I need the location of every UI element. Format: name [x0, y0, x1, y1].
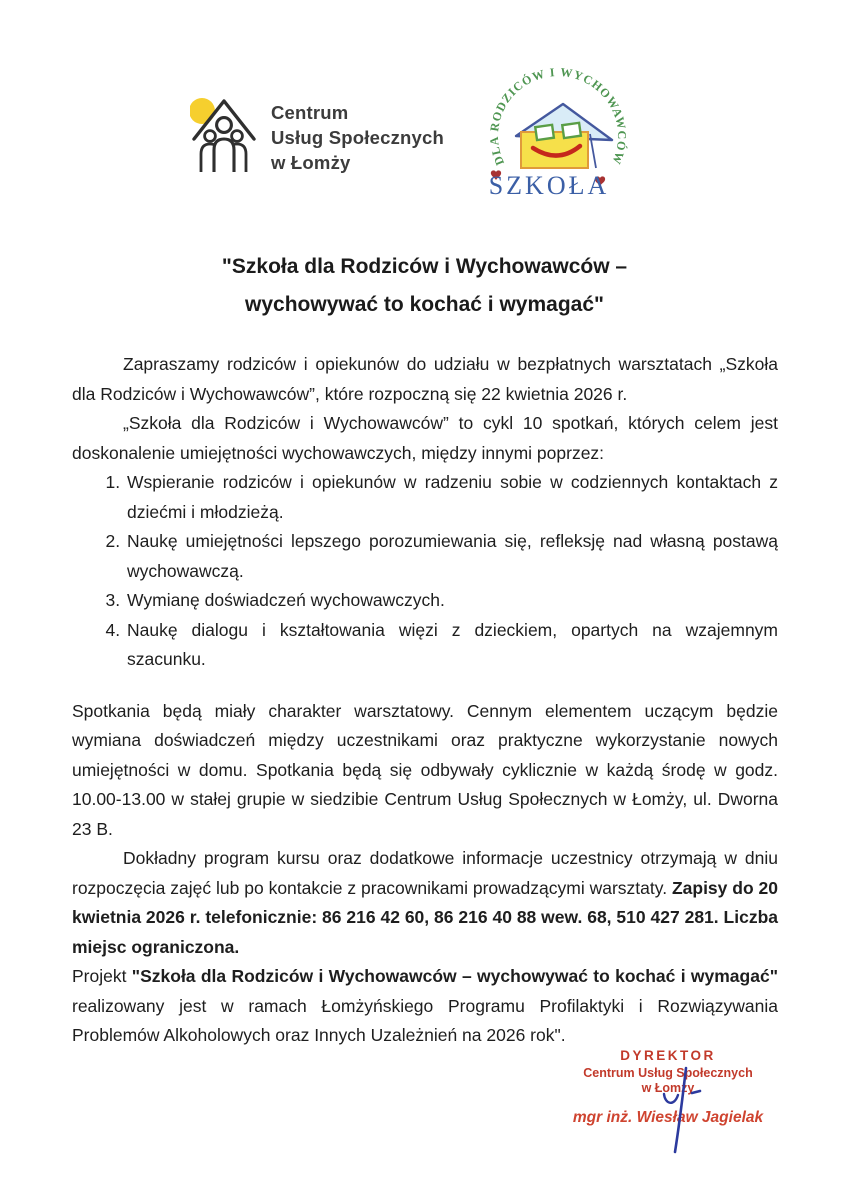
szkola-logo-label: SZKOŁA: [488, 171, 610, 200]
list-item: 4. Naukę dialogu i kształtowania więzi z dzieckiem, opartych na wzajemnym szacunku.: [125, 616, 778, 675]
szkola-logo: [478, 68, 640, 216]
paragraph-cycle-description: „Szkoła dla Rodziców i Wychowawców” to cykl 10 spotkań, których celem jest doskonalenie umiejętności wychowawczych, między innymi poprzez:: [72, 413, 778, 463]
paragraph-signup: [72, 844, 778, 962]
house-window-left: [535, 125, 554, 140]
project-prefix-text: Projekt: [72, 966, 132, 986]
goals-list: [72, 468, 778, 675]
szkola-logo-icon: [478, 68, 640, 216]
stamp-org-line2: w Łomży: [641, 1081, 695, 1095]
cus-logo-text-line3: w Łomży: [271, 152, 351, 173]
house-people-icon: [190, 94, 256, 174]
cus-logo-text-line2: Usług Społecznych: [271, 127, 445, 148]
project-title-text: "Szkoła dla Rodziców i Wychowawców – wychowywać to kochać i wymagać": [131, 966, 778, 986]
stamp-title: DYREKTOR: [620, 1048, 716, 1063]
stamp-org-line1: Centrum Usług Społecznych: [583, 1066, 753, 1080]
document-body: [72, 350, 778, 1051]
page-title-line1: "Szkoła dla Rodziców i Wychowawców –: [221, 255, 628, 278]
signature-icon: [652, 1062, 712, 1157]
house-window-right: [562, 123, 581, 138]
page-title: [0, 248, 849, 324]
cus-logo-text: [271, 94, 444, 175]
paragraph-invitation: Zapraszamy rodziców i opiekunów do udziału w bezpłatnych warsztatach „Szkoła dla Rodziców i Wychowawców”, które rozpoczną się 22 kwietnia 2026 r.: [72, 354, 778, 404]
list-item: 2. Naukę umiejętności lepszego porozumiewania się, refleksję nad własną postawą wychowawczą.: [125, 527, 778, 586]
cus-logo: [190, 94, 444, 175]
list-item: 1. Wspieranie rodziców i opiekunów w radzeniu sobie w codziennych kontaktach z dziećmi i młodzieżą.: [125, 468, 778, 527]
page-title-line2: wychowywać to kochać i wymagać": [245, 293, 604, 316]
szkola-logo-arc-text: DLA RODZICÓW I WYCHOWAWCÓW: [486, 68, 630, 168]
list-item: 3. Wymianę doświadczeń wychowawczych.: [125, 586, 778, 616]
signup-info-text: Dokładny program kursu oraz dodatkowe informacje uczestnicy otrzymają w dniu rozpoczęcia zajęć lub po kontakcie z pracownikami prowadzącymi warsztaty.: [72, 848, 778, 898]
paragraph-project: [72, 962, 778, 1051]
project-suffix-text: realizowany jest w ramach Łomżyńskiego Programu Profilaktyki i Rozwiązywania Problemów Alkoholowych oraz Innych Uzależnień na 2026 rok".: [72, 995, 778, 1045]
paragraph-workshop-details: Spotkania będą miały charakter warsztatowy. Cennym elementem uczącym będzie wymiana doświadczeń między uczestnikami oraz praktyczne wykorzystanie nowych umiejętności w domu. Spotkania będą się odbywały cyklicznie w każdą środę w godz. 10.00-13.00 w stałej grupie w siedzibie Centrum Usług Społecznych w Łomży, ul. Dworna 23 B.: [72, 700, 778, 839]
cus-logo-text-line1: Centrum: [271, 102, 349, 123]
signup-deadline-text: Zapisy do 20 kwietnia 2026 r. telefonicznie: 86 216 42 60, 86 216 40 88 wew. 68, 510 427 281. Liczba miejsc ograniczona.: [72, 877, 778, 957]
stamp-signer-name: mgr inż. Wiesław Jagielak: [572, 1109, 764, 1126]
